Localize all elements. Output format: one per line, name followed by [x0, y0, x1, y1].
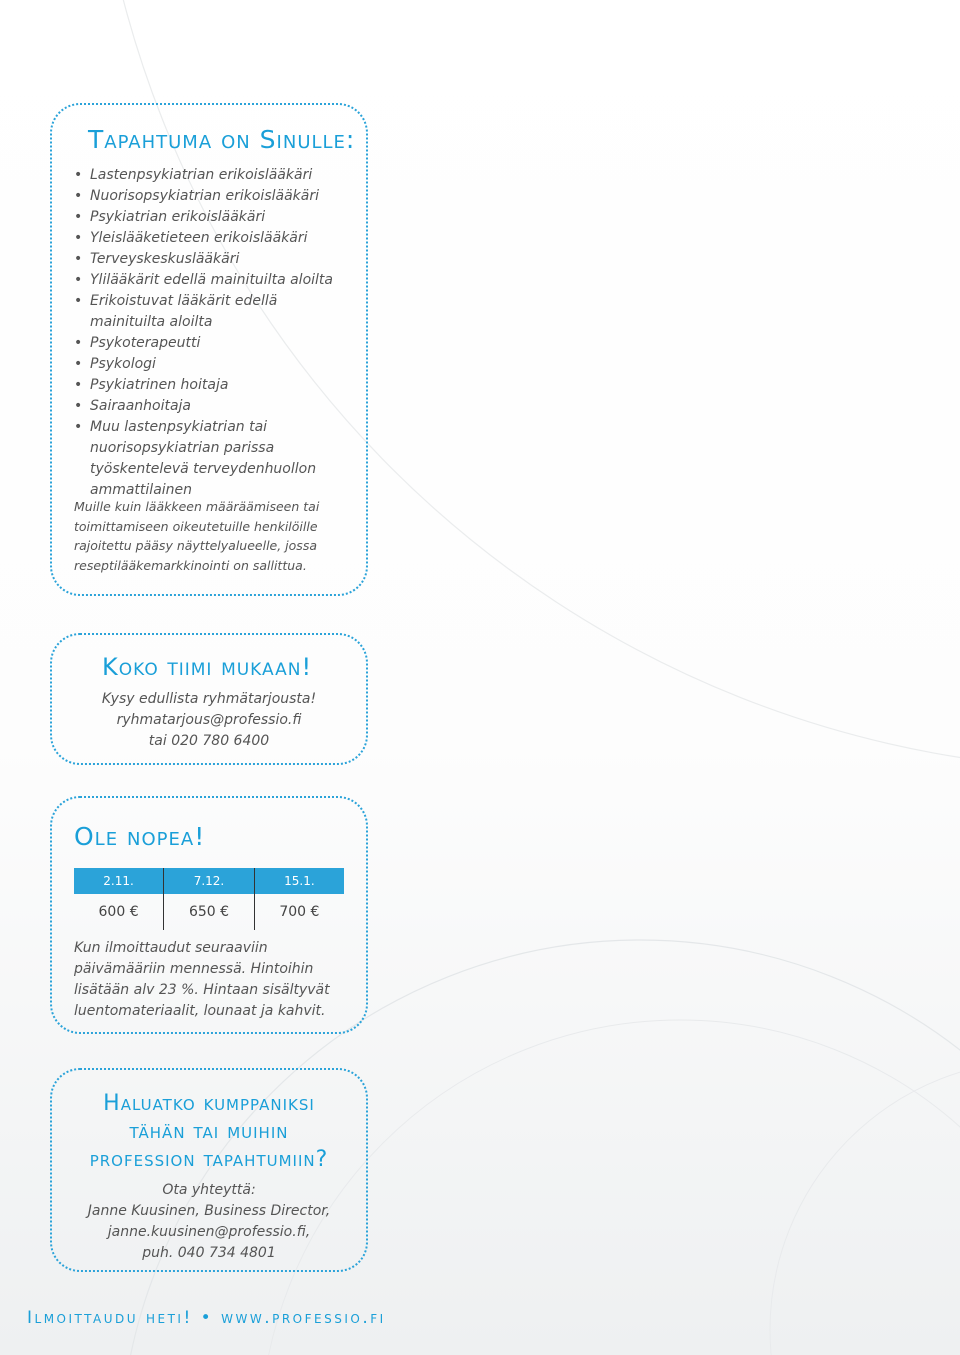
price-cell: 650 €	[164, 894, 255, 930]
partner-heading-line: profession tapahtumiin?	[89, 1147, 329, 1172]
list-item: • Yleislääketieteen erikoislääkäri	[74, 228, 344, 249]
group-offer-line: Kysy edullista ryhmätarjousta!	[101, 691, 317, 707]
contact-name: Janne Kuusinen, Business Director,	[87, 1203, 331, 1219]
partner-heading-line: Haluatko kumppaniksi	[103, 1091, 315, 1116]
deadline-date: 15.1.	[254, 868, 344, 894]
partner-heading	[52, 1090, 366, 1174]
list-item: • Nuorisopsykiatrian erikoislääkäri	[74, 186, 344, 207]
list-item: • Ylilääkärit edellä mainituilta aloilta	[74, 270, 344, 291]
target-audience-box	[50, 103, 368, 596]
list-item: • Psykiatrinen hoitaja	[74, 375, 344, 396]
target-audience-list	[74, 165, 344, 501]
deadline-date: 7.12.	[164, 868, 255, 894]
price-table-row	[74, 894, 344, 930]
price-table	[74, 868, 344, 930]
price-cell: 600 €	[74, 894, 164, 930]
group-offer-phone: tai 020 780 6400	[148, 733, 270, 749]
list-item: • Terveyskeskuslääkäri	[74, 249, 344, 270]
list-item: • Sairaanhoitaja	[74, 396, 344, 417]
list-item: • Muu lastenpsykiatrian tai nuorisopsykiatrian parissa työskentelevä terveydenhuollon ammattilainen	[74, 417, 344, 501]
list-item: • Psykoterapeutti	[74, 333, 344, 354]
contact-email-link[interactable]: janne.kuusinen@professio.fi,	[107, 1224, 311, 1240]
price-cell: 700 €	[279, 904, 320, 920]
group-offer-heading: Koko tiimi mukaan!	[102, 653, 313, 681]
list-item: • Lastenpsykiatrian erikoislääkäri	[74, 165, 344, 186]
contact-intro: Ota yhteyttä:	[162, 1182, 256, 1198]
contact-phone: puh. 040 734 4801	[142, 1245, 276, 1261]
list-item: • Psykologi	[74, 354, 344, 375]
list-item: • Psykiatrian erikoislääkäri	[74, 207, 344, 228]
group-offer-box	[50, 633, 368, 765]
access-note: Muille kuin lääkkeen määräämiseen tai toimittamiseen oikeutetuille henkilöille rajoitettu pääsy näyttelyalueelle, jossa reseptilääkemarkkinointi on sallittua.	[74, 499, 320, 573]
group-offer-text	[52, 689, 366, 752]
partner-contact	[52, 1180, 366, 1264]
early-bird-box	[50, 796, 368, 1034]
list-item: • Erikoistuvat lääkärit edellä mainituilta aloilta	[74, 291, 344, 333]
group-offer-email-link[interactable]: ryhmatarjous@professio.fi	[116, 712, 302, 728]
partner-box	[50, 1068, 368, 1272]
target-audience-heading: Tapahtuma on Sinulle:	[88, 125, 356, 154]
register-cta-link[interactable]: Ilmoittaudu heti! • www.professio.fi	[27, 1308, 386, 1328]
deadline-date: 2.11.	[74, 868, 164, 894]
partner-heading-line: tähän tai muihin	[129, 1119, 289, 1144]
price-table-header-row	[74, 868, 344, 894]
early-bird-note: Kun ilmoittaudut seuraaviin päivämääriin mennessä. Hintoihin lisätään alv 23 %. Hintaan sisältyvät luentomateriaalit, lounaat ja kahvit.	[74, 940, 330, 1019]
early-bird-heading: Ole nopea!	[74, 822, 206, 851]
